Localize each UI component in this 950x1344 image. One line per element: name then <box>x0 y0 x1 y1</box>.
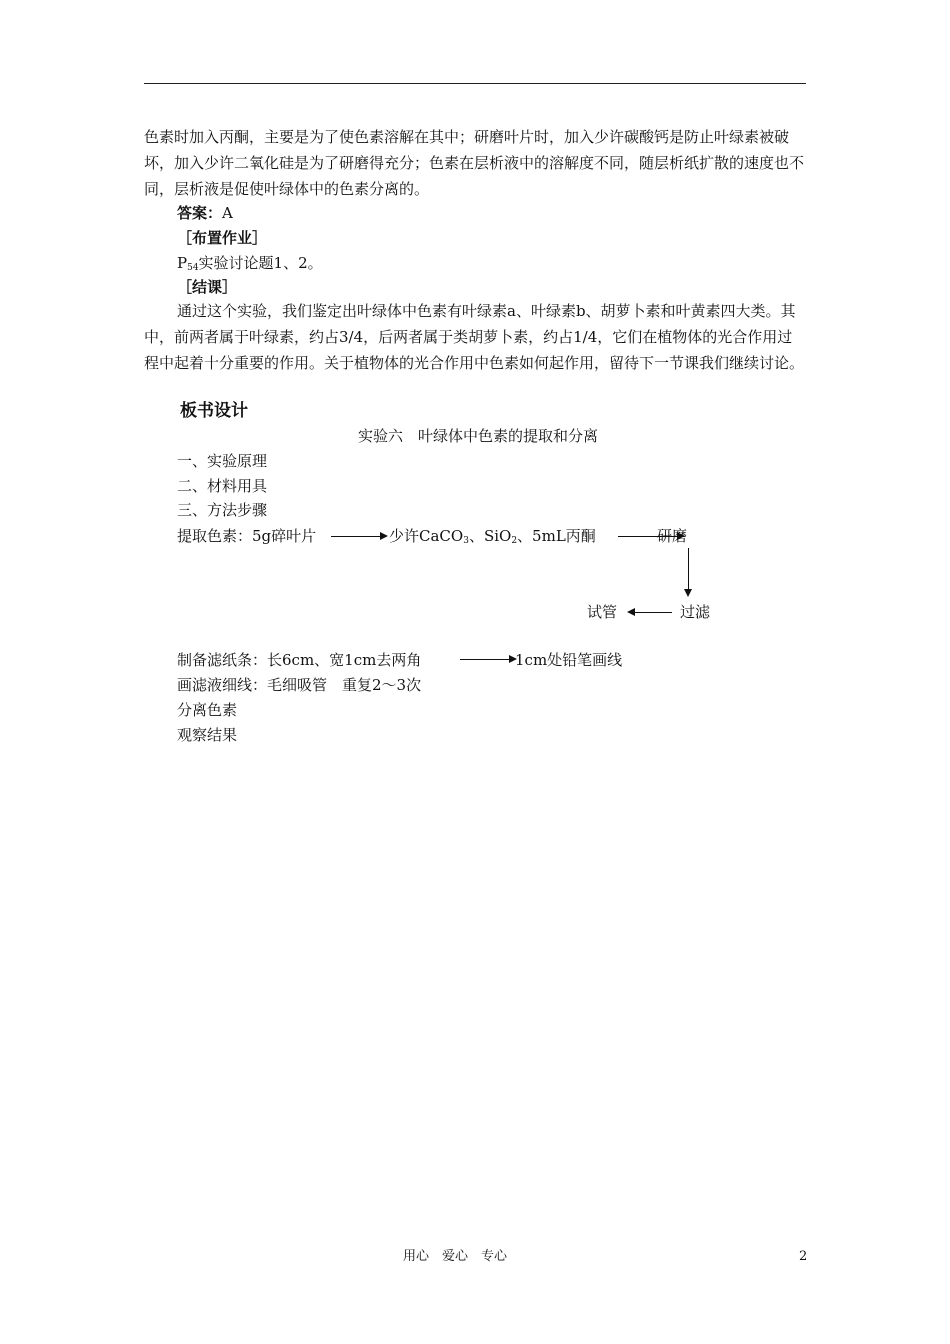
extract-reagents <box>389 526 596 551</box>
answer-value: A <box>222 204 233 222</box>
reagent-caco3-sub: 3 <box>463 536 469 546</box>
reagent-sio2-sub: 2 <box>511 536 518 546</box>
down-arrow-line <box>688 548 689 590</box>
draw-line-step: 画滤液细线：毛细吸管 重复2～3次 <box>177 676 422 694</box>
homework-text: 实验讨论题1、2。 <box>198 254 323 272</box>
board-heading: 板书设计 <box>180 401 248 421</box>
board-item-steps: 三、方法步骤 <box>177 501 268 519</box>
answer-label: 答案： <box>177 204 223 222</box>
conclusion-paragraph: 通过这个实验，我们鉴定出叶绿体中色素有叶绿素a、叶绿素b、胡萝卜素和叶黄素四大类。其中，前两者属于叶绿素，约占3/4，后两者属于类胡萝卜素，约占1/4，它们在植物体的光合作用过程中起着十分重要的作用。关于植物体的光合作用中色素如何起作用，留待下一节课我们继续讨论。 <box>144 302 805 372</box>
reagent-acetone: 、5mL丙酮 <box>517 527 596 545</box>
tube-label: 试管 <box>587 603 618 621</box>
header-rule <box>144 83 806 84</box>
extract-arrow-line-1 <box>331 536 381 537</box>
footer-motto: 用心 爱心 专心 <box>403 1249 508 1264</box>
filter-label: 过滤 <box>680 603 711 621</box>
answer-line <box>177 203 233 223</box>
homework-heading: ［布置作业］ <box>177 229 268 247</box>
paper-result: 1cm处铅笔画线 <box>515 651 623 669</box>
conclusion-heading: ［结课］ <box>177 278 238 296</box>
down-arrow-head <box>684 589 692 597</box>
tube-arrow-head <box>627 608 635 616</box>
paper-label: 制备滤纸条：长6cm、宽1cm去两角 <box>177 651 422 669</box>
reagent-caco3: 少许CaCO <box>389 527 464 545</box>
paper-arrow-line <box>460 659 510 660</box>
board-item-principle: 一、实验原理 <box>177 452 268 470</box>
tube-arrow-line <box>634 612 672 613</box>
grind-label: 研磨 <box>657 527 688 545</box>
observe-step: 观察结果 <box>177 726 238 744</box>
homework-page-prefix: P <box>177 254 188 272</box>
extract-arrow-head-1 <box>380 532 388 540</box>
page-number: 2 <box>799 1249 808 1264</box>
board-title: 实验六 叶绿体中色素的提取和分离 <box>358 427 599 445</box>
separate-step: 分离色素 <box>177 701 238 719</box>
intro-paragraph: 色素时加入丙酮，主要是为了使色素溶解在其中；研磨叶片时，加入少许碳酸钙是防止叶绿素被破坏，加入少许二氧化硅是为了研磨得充分；色素在层析液中的溶解度不同，随层析纸扩散的速度也不同，层析液是促使叶绿体中的色素分离的。 <box>144 128 805 198</box>
extract-label: 提取色素：5g碎叶片 <box>177 527 317 545</box>
board-item-materials: 二、材料用具 <box>177 477 268 495</box>
homework-line <box>177 253 323 278</box>
reagent-sio2: 、SiO <box>468 527 512 545</box>
homework-page-sub: 54 <box>187 263 199 273</box>
